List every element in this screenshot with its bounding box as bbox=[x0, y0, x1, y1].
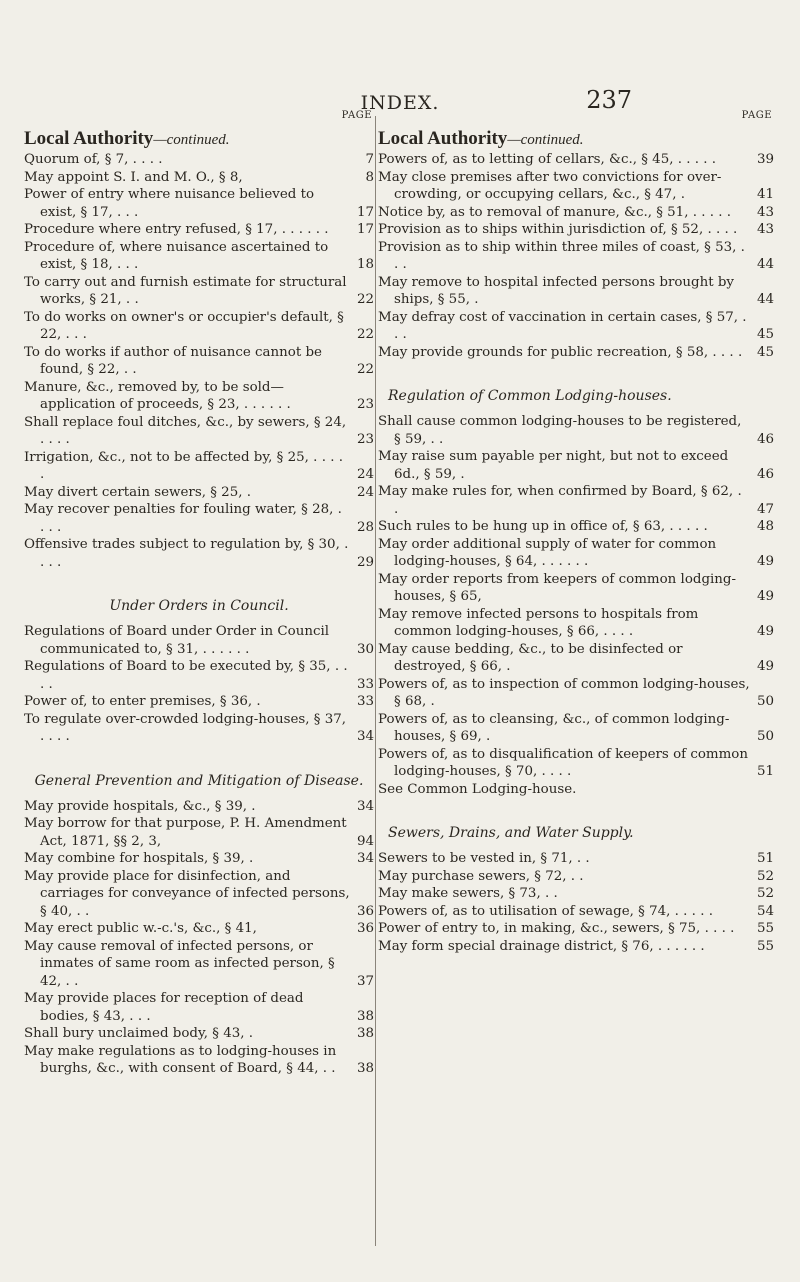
index-entry bbox=[24, 169, 374, 187]
entry-text: Powers of, as to inspection of common lodging-houses, § 68, . bbox=[378, 676, 750, 709]
entry-page: 49 bbox=[756, 554, 774, 569]
index-entry bbox=[378, 151, 774, 169]
entry-page: 8 bbox=[365, 169, 374, 185]
entry-page: 39 bbox=[756, 152, 774, 167]
entry-text: Provision as to ship within three miles of coast, § 53, . . . bbox=[378, 239, 745, 272]
index-entry bbox=[24, 449, 374, 484]
entry-page: 38 bbox=[356, 1061, 374, 1076]
entry-text: May defray cost of vaccination in certain cases, § 57, . . . bbox=[378, 309, 747, 342]
entry-page: 22 bbox=[356, 362, 374, 377]
entry-text: May divert certain sewers, § 25, . bbox=[24, 484, 251, 500]
entry-page: 45 bbox=[756, 327, 774, 342]
left-entries bbox=[24, 151, 374, 1078]
entry-text: May borrow for that purpose, P. H. Amendment Act, 1871, §§ 2, 3, bbox=[24, 816, 347, 849]
entry-page: 23 bbox=[356, 397, 374, 412]
entry-text: Shall cause common lodging-houses to be registered, § 59, . . bbox=[378, 414, 742, 447]
entry-text: To carry out and furnish estimate for structural works, § 21, . . bbox=[24, 274, 347, 307]
index-entry bbox=[378, 571, 774, 606]
entry-text: Power of entry where nuisance believed to exist, § 17, . . . bbox=[24, 187, 315, 220]
index-entry bbox=[378, 518, 774, 536]
index-entry bbox=[24, 920, 374, 938]
entry-text: May raise sum payable per night, but not to exceed 6d., § 59, . bbox=[378, 449, 729, 482]
index-entry bbox=[378, 781, 774, 799]
entry-page: 34 bbox=[356, 851, 374, 866]
entry-text: May appoint S. I. and M. O., § 8, bbox=[24, 169, 243, 185]
entry-page: 22 bbox=[356, 292, 374, 307]
entry-text: May form special drainage district, § 76, . . . . . . bbox=[378, 938, 705, 954]
index-entry bbox=[24, 274, 374, 309]
entry-text: Powers of, as to disqualification of keepers of common lodging-houses, § 70, . . . . bbox=[378, 746, 748, 779]
entry-page: 34 bbox=[356, 798, 374, 814]
index-entry bbox=[378, 850, 774, 868]
entry-page: 48 bbox=[756, 519, 774, 534]
entry-text: May cause removal of infected persons, or inmates of same room as infected person, § 42, . . bbox=[24, 938, 335, 989]
entry-text: May recover penalties for fouling water, § 28, . . . . bbox=[24, 502, 342, 535]
index-entry bbox=[24, 868, 374, 921]
right-column bbox=[378, 110, 774, 955]
entry-page: 23 bbox=[356, 432, 374, 447]
index-entry bbox=[24, 850, 374, 868]
left-column bbox=[24, 110, 374, 1078]
index-entry bbox=[378, 676, 774, 711]
index-entry bbox=[378, 413, 774, 448]
entry-text: May make regulations as to lodging-houses in burghs, &c., with consent of Board, § 44, . . bbox=[24, 1043, 337, 1076]
index-entry bbox=[24, 151, 374, 169]
entry-page: 50 bbox=[756, 694, 774, 709]
index-entry bbox=[378, 448, 774, 483]
entry-text: To do works on owner's or occupier's default, § 22, . . . bbox=[24, 309, 344, 342]
entry-text: May provide place for disinfection, and carriages for conveyance of infected persons, § 40, . . bbox=[24, 868, 350, 919]
entry-page: 29 bbox=[356, 554, 374, 570]
entry-text: May make rules for, when confirmed by Board, § 62, . . bbox=[378, 484, 742, 517]
entry-page: 55 bbox=[756, 921, 774, 936]
page-number: 237 bbox=[586, 86, 632, 114]
index-entry bbox=[378, 204, 774, 222]
entry-page: 54 bbox=[756, 903, 774, 919]
entry-page: 47 bbox=[756, 501, 774, 517]
index-entry bbox=[24, 990, 374, 1025]
entry-text: Shall replace foul ditches, &c., by sewers, § 24, . . . . bbox=[24, 414, 347, 447]
index-entry bbox=[24, 536, 374, 571]
entry-text: Such rules to be hung up in office of, § 63, . . . . . bbox=[378, 519, 708, 534]
index-entry bbox=[24, 501, 374, 536]
index-entry bbox=[378, 746, 774, 781]
entry-text: May provide grounds for public recreation, § 58, . . . . bbox=[378, 344, 743, 360]
entry-text: Powers of, as to cleansing, &c., of common lodging-houses, § 69, . bbox=[378, 711, 730, 744]
entry-text: Quorum of, § 7, . . . . bbox=[24, 152, 163, 167]
index-entry bbox=[24, 309, 374, 344]
entry-page: 46 bbox=[756, 431, 774, 447]
entry-page: 33 bbox=[356, 676, 374, 692]
entry-text: Sewers to be vested in, § 71, . . bbox=[378, 851, 590, 866]
column-heading bbox=[24, 128, 374, 151]
entry-page: 36 bbox=[356, 903, 374, 919]
entry-text: Provision as to ships within jurisdiction of, § 52, . . . . bbox=[378, 222, 738, 237]
entry-text: Irrigation, &c., not to be affected by, § 25, . . . . . bbox=[24, 449, 343, 482]
entry-page: 37 bbox=[356, 973, 374, 989]
entry-text: Notice by, as to removal of manure, &c., § 51, . . . . . bbox=[378, 204, 732, 220]
entry-page: 28 bbox=[356, 519, 374, 535]
entry-text: To regulate over-crowded lodging-houses, § 37, . . . . bbox=[24, 711, 347, 744]
entry-page: 43 bbox=[756, 204, 774, 220]
entry-page: 24 bbox=[356, 484, 374, 500]
entry-text: May combine for hospitals, § 39, . bbox=[24, 851, 254, 866]
entry-text: Manure, &c., removed by, to be sold—application of proceeds, § 23, . . . . . . bbox=[24, 379, 291, 412]
entry-page: 17 bbox=[356, 204, 374, 220]
index-entry bbox=[378, 606, 774, 641]
entry-page: 46 bbox=[756, 466, 774, 482]
entry-page: 7 bbox=[365, 152, 374, 167]
index-entry bbox=[24, 1043, 374, 1078]
index-entry bbox=[378, 274, 774, 309]
heading-text: Local Authority bbox=[24, 128, 154, 149]
entry-page: 41 bbox=[756, 187, 774, 202]
entry-text: To do works if author of nuisance cannot be found, § 22, . . bbox=[24, 344, 322, 377]
entry-text: May cause bedding, &c., to be disinfected or destroyed, § 66, . bbox=[378, 641, 683, 674]
entry-page: 45 bbox=[756, 344, 774, 360]
entry-page: 49 bbox=[756, 659, 774, 674]
index-entry bbox=[24, 711, 374, 746]
entry-page: 22 bbox=[356, 327, 374, 342]
entry-text: May purchase sewers, § 72, . . bbox=[378, 868, 584, 884]
entry-page: 51 bbox=[756, 851, 774, 866]
entry-page: 36 bbox=[356, 921, 374, 936]
index-entry bbox=[378, 309, 774, 344]
entry-text: May order additional supply of water for common lodging-houses, § 64, . . . . . . bbox=[378, 536, 717, 569]
entry-page: 38 bbox=[356, 1008, 374, 1024]
entry-page: 33 bbox=[356, 694, 374, 709]
index-entry bbox=[378, 344, 774, 362]
index-entry bbox=[24, 186, 374, 221]
index-entry bbox=[24, 414, 374, 449]
column-heading bbox=[378, 128, 774, 151]
entry-text: May order reports from keepers of common lodging-houses, § 65, bbox=[378, 571, 737, 604]
entry-page: 52 bbox=[756, 886, 774, 901]
entry-page: 30 bbox=[356, 641, 374, 657]
index-entry bbox=[378, 868, 774, 886]
section-heading: Regulation of Common Lodging-houses. bbox=[388, 388, 672, 404]
entry-page: 55 bbox=[756, 938, 774, 954]
index-title: INDEX. bbox=[360, 92, 440, 114]
index-entry bbox=[378, 536, 774, 571]
entry-page: 24 bbox=[356, 467, 374, 482]
entry-text: Regulations of Board under Order in Council communicated to, § 31, . . . . . . bbox=[24, 624, 330, 657]
entry-text: Powers of, as to letting of cellars, &c., § 45, . . . . . bbox=[378, 152, 717, 167]
index-entry bbox=[378, 221, 774, 239]
entry-text: May provide hospitals, &c., § 39, . bbox=[24, 798, 256, 814]
page-column-label: PAGE bbox=[741, 110, 772, 121]
index-entry bbox=[24, 798, 374, 816]
index-entry bbox=[378, 483, 774, 518]
entry-page: 43 bbox=[756, 222, 774, 237]
index-entry bbox=[378, 885, 774, 903]
entry-text: Procedure where entry refused, § 17, . . . . . . bbox=[24, 222, 329, 237]
entry-text: Regulations of Board to be executed by, § 35, . . . . bbox=[24, 659, 348, 692]
index-entry bbox=[24, 658, 374, 693]
entry-text: May erect public w.-c.'s, &c., § 41, bbox=[24, 921, 257, 936]
index-entry bbox=[378, 903, 774, 921]
entry-page: 52 bbox=[756, 868, 774, 884]
index-entry bbox=[24, 221, 374, 239]
entry-page: 51 bbox=[756, 764, 774, 779]
entry-page: 50 bbox=[756, 729, 774, 744]
right-entries bbox=[378, 151, 774, 955]
index-entry bbox=[378, 239, 774, 274]
entry-text: Powers of, as to utilisation of sewage, § 74, . . . . . bbox=[378, 903, 713, 919]
entry-page: 38 bbox=[356, 1026, 374, 1041]
index-entry bbox=[24, 938, 374, 991]
entry-text: May remove to hospital infected persons brought by ships, § 55, . bbox=[378, 274, 734, 307]
entry-page: 49 bbox=[756, 624, 774, 639]
index-entry bbox=[24, 379, 374, 414]
entry-page: 34 bbox=[356, 729, 374, 744]
heading-continued: —continued. bbox=[507, 132, 584, 148]
entry-text: See Common Lodging-house. bbox=[378, 781, 577, 797]
index-entry bbox=[378, 920, 774, 938]
index-entry bbox=[24, 815, 374, 850]
entry-text: Power of, to enter premises, § 36, . bbox=[24, 694, 261, 709]
entry-text: Power of entry to, in making, &c., sewers, § 75, . . . . bbox=[378, 921, 735, 936]
entry-text: May remove infected persons to hospitals from common lodging-houses, § 66, . . . . bbox=[378, 606, 699, 639]
entry-page: 18 bbox=[356, 257, 374, 272]
entry-text: Shall bury unclaimed body, § 43, . bbox=[24, 1026, 254, 1041]
section-heading: Under Orders in Council. bbox=[109, 598, 289, 614]
section-heading: Sewers, Drains, and Water Supply. bbox=[388, 825, 634, 841]
entry-text: May provide places for reception of dead bodies, § 43, . . . bbox=[24, 991, 304, 1024]
index-entry bbox=[24, 344, 374, 379]
index-entry bbox=[24, 623, 374, 658]
heading-continued: —continued. bbox=[153, 132, 230, 148]
index-entry bbox=[24, 239, 374, 274]
entry-page: 44 bbox=[756, 257, 774, 272]
column-divider bbox=[375, 116, 376, 1246]
entry-text: May make sewers, § 73, . . bbox=[378, 886, 558, 901]
page-column-label: PAGE bbox=[341, 110, 372, 121]
index-entry bbox=[378, 169, 774, 204]
heading-text: Local Authority bbox=[378, 128, 508, 149]
entry-page: 17 bbox=[356, 222, 374, 237]
index-entry bbox=[378, 938, 774, 956]
entry-text: Offensive trades subject to regulation by, § 30, . . . . bbox=[24, 537, 349, 570]
entry-page: 49 bbox=[756, 589, 774, 604]
entry-page: 44 bbox=[756, 292, 774, 307]
entry-text: Procedure of, where nuisance ascertained to exist, § 18, . . . bbox=[24, 239, 329, 272]
index-entry bbox=[24, 693, 374, 711]
index-entry bbox=[378, 641, 774, 676]
entry-text: May close premises after two convictions for over-crowding, or occupying cellars, &c., § 47, . bbox=[378, 169, 722, 202]
section-heading: General Prevention and Mitigation of Disease. bbox=[34, 772, 364, 789]
index-entry bbox=[378, 711, 774, 746]
index-entry bbox=[24, 484, 374, 502]
index-entry bbox=[24, 1025, 374, 1043]
entry-page: 94 bbox=[356, 833, 374, 849]
